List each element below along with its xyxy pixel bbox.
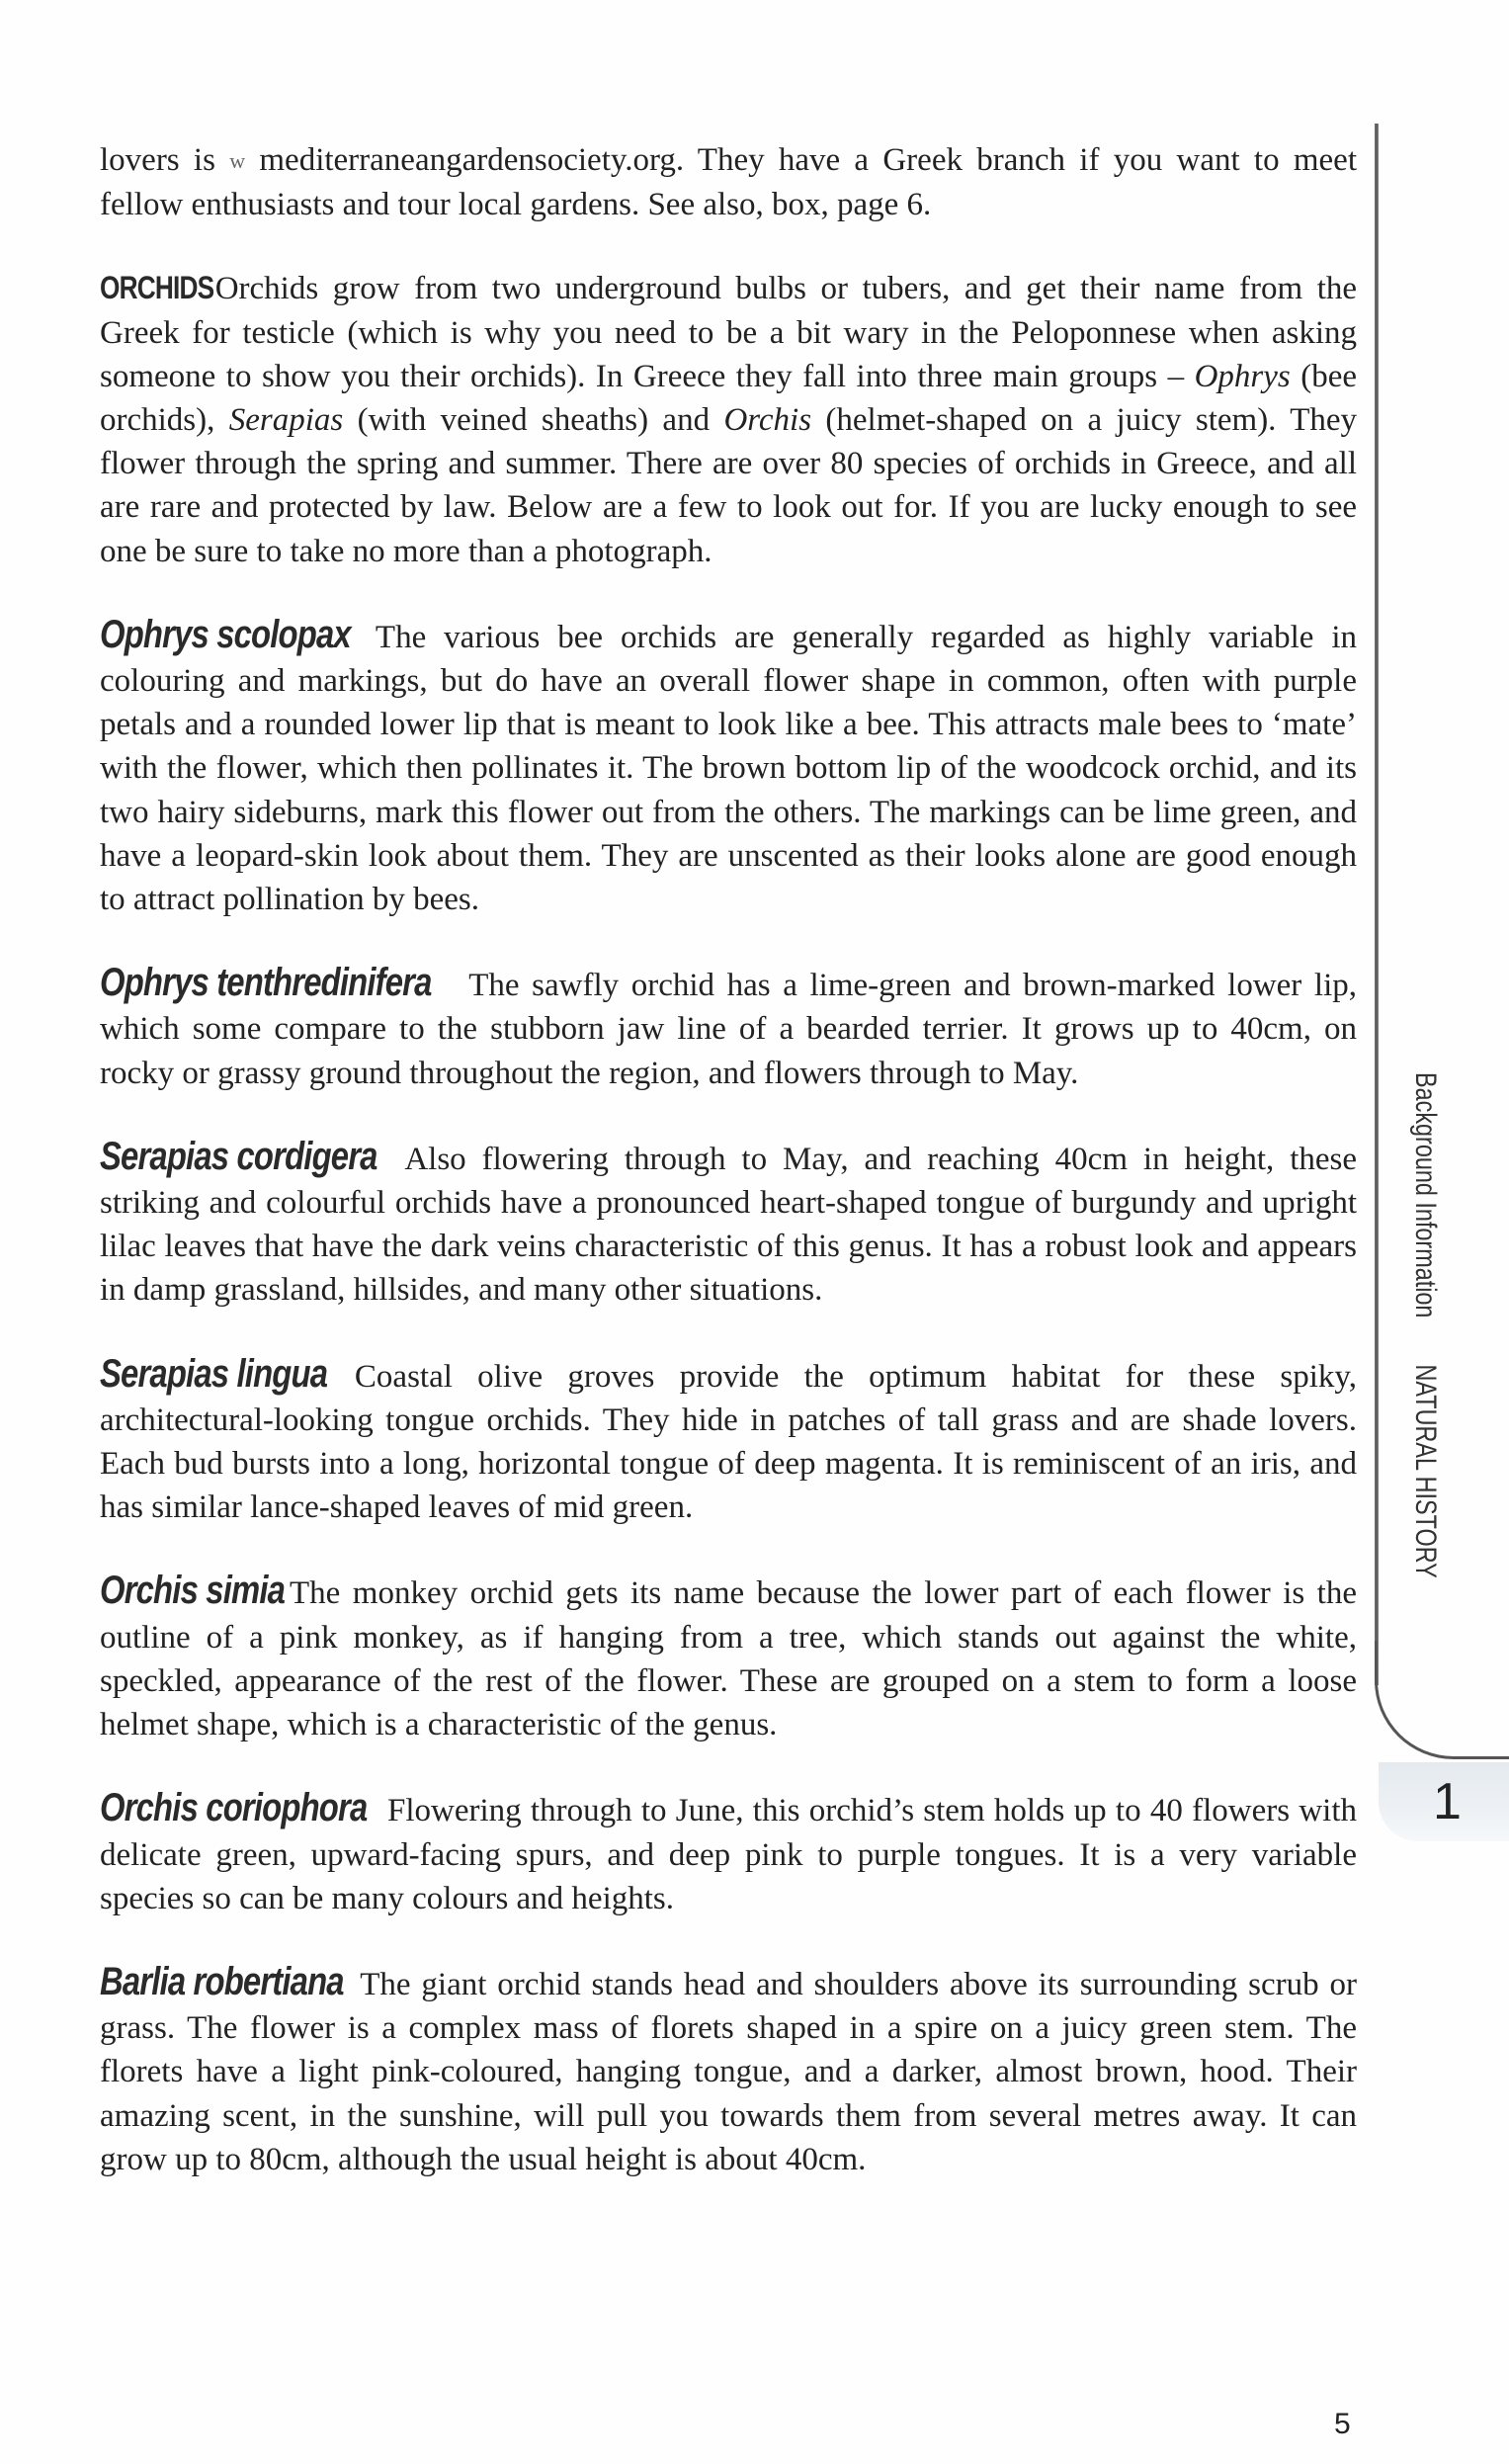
species-description: Flowering through to June, this orchid’s stem holds up to 40 flowers with delicate green, upward-facing spurs, and deep pink to purple tongues. It is a very variable species so can be many colours and heights. [100,1793,1358,1916]
chapter-rail-curve [1375,1641,1509,1759]
running-section-label [1408,1072,1442,1578]
web-icon: w [229,148,246,173]
species-name: Orchis simia [100,1569,286,1613]
species-name: Orchis coriophora [100,1786,368,1830]
species-description: The various bee orchids are generally regarded as highly variable in colouring and markings, but do have an overall flower shape in common, often with purple petals and a rounded lower lip that is meant to look like a bee. This attracts male bees to ‘mate’ with the flower, which then pollinates it. The brown bottom lip of the woodcock orchid, and its two hairy sideburns, mark this flower out from the others. The markings can be lime green, and have a leopard-skin look about them. They are unscented as their looks alone are good enough to attract pollination by bees. [100,619,1358,918]
chapter-label: NATURAL HISTORY [1409,1364,1442,1578]
section-heading-orchids: ORCHIDS [100,270,214,306]
chapter-rail-line [1375,124,1379,1685]
page-number: 5 [1334,2408,1351,2440]
orchids-text: (with veined sheaths) and [343,402,724,439]
species-description: The monkey orchid gets its name because the lower part of each flower is the outline of a pink monkey, as if hanging from a tree, which stands out against the white, speckled, appearance of the rest of the flower. These are grouped on a stem to form a loose helmet shape, which is a characteristic of the genus. [100,1575,1358,1743]
species-description: The giant orchid stands head and shoulders above its surrounding scrub or grass. The flower is a complex mass of florets shaped in a spire on a juicy green stem. The florets have a light pink-coloured, hanging tongue, and a darker, almost brown, hood. Their amazing scent, in the sunshine, will pull you towards them from several metres away. It can grow up to 80cm, although the usual height is about 40cm. [100,1966,1357,2177]
orchids-text: (bee orchids), [100,358,1358,439]
intro-text-url: mediterraneangardensociety.org. They have a Greek branch if you want to meet fellow enthusiasts and tour local gardens. See also, box, page 6. [100,142,1357,223]
intro-text-start: lovers is [100,142,230,178]
species-name: Serapias cordigera [100,1134,377,1178]
species-entry [100,1352,1357,1530]
species-entry [100,1786,1357,1920]
genus-ophrys: Ophrys [1194,358,1291,394]
text-column [100,138,1357,2181]
species-name: Ophrys tenthredinifera [100,961,432,1005]
species-entry [100,613,1357,921]
species-entry [100,961,1357,1095]
species-description: Coastal olive groves provide the optimum habitat for these spiky, architectural-looking tongue orchids. They hide in patches of tall grass and are shade lovers. Each bud bursts into a long, horizontal tongue of deep magenta. It is reminiscent of an iris, and has similar lance-shaped leaves of mid green. [100,1358,1357,1526]
species-description: Also flowering through to May, and reaching 40cm in height, these striking and colourful orchids have a pronounced heart-shaped tongue of burgundy and upright lilac leaves that have the dark veins characteristic of this genus. It has a robust look and appears in damp grassland, hillsides, and many other situations. [100,1141,1357,1309]
species-entry [100,1960,1357,2181]
species-entry [100,1135,1357,1313]
intro-paragraph [100,138,1357,226]
species-name: Serapias lingua [100,1351,328,1396]
genus-serapias: Serapias [228,402,344,439]
species-description: The sawfly orchid has a lime-green and brown-marked lower lip, which some compare to the stubborn jaw line of a bearded terrier. It grows up to 40cm, on rocky or grassy ground throughout the region, and flowers through to May. [100,968,1357,1091]
species-name: Barlia robertiana [100,1959,344,2003]
orchids-text: (helmet-shaped on a juicy stem). They flower through the spring and summer. There are over 80 species of orchids in Greece, and all are rare and protected by law. Below are a few to look out for. If you are lucky enough to see one be sure to take no more than a photograph. [100,402,1357,569]
orchids-paragraph [100,266,1357,572]
species-entry [100,1569,1357,1746]
genus-orchis: Orchis [723,402,812,439]
orchids-text: Orchids grow from two underground bulbs or tubers, and get their name from the Greek for testicle (which is why you need to be a bit wary in the Peloponnese when asking someone to show you their orchids). In Greece they fall into three main groups – [100,271,1358,394]
section-label: Background Information [1409,1072,1442,1318]
chapter-number: 1 [1433,1773,1462,1830]
species-name: Ophrys scolopax [100,612,351,656]
